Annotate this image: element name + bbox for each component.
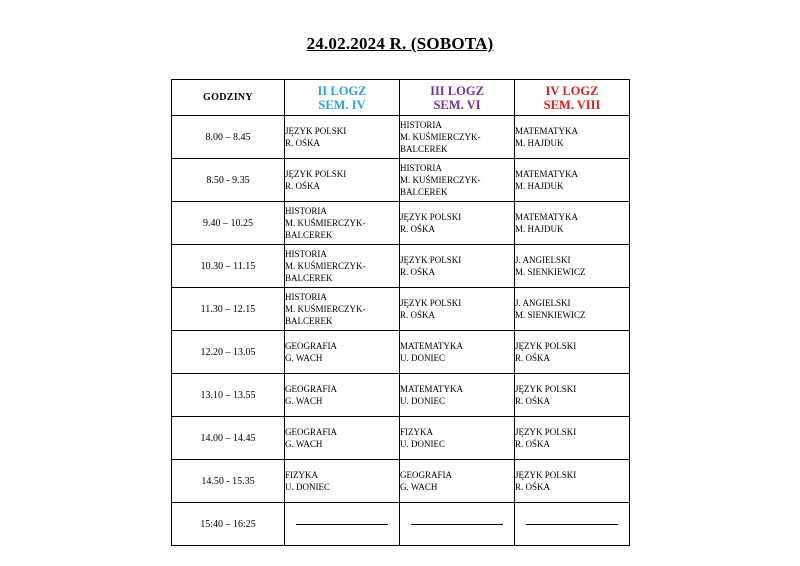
subject-name: GEOGRAFIA — [285, 427, 338, 437]
group-semester: SEM. VI — [433, 97, 481, 112]
empty-lesson-cell — [400, 503, 515, 546]
group-name: IV LOGZ — [545, 83, 599, 98]
group-header-iv-logz — [515, 80, 630, 116]
group-semester: SEM. VIII — [543, 97, 601, 112]
subject-name: JĘZYK POLSKI — [285, 126, 347, 136]
empty-lesson-cell — [515, 503, 630, 546]
time-slot: 14.00 – 14.45 — [172, 417, 285, 460]
subject-name: JĘZYK POLSKI — [285, 169, 347, 179]
table-row — [172, 374, 630, 417]
subject-name: HISTORIA — [285, 206, 327, 216]
table-row — [172, 417, 630, 460]
teacher-name: BALCEREK — [400, 187, 448, 197]
time-slot: 11.30 – 12.15 — [172, 288, 285, 331]
teacher-name: R. OŚKA — [285, 181, 321, 191]
lesson-cell — [515, 417, 630, 460]
lesson-cell — [515, 159, 630, 202]
subject-name: MATEMATYKA — [515, 126, 578, 136]
subject-name: MATEMATYKA — [515, 212, 578, 222]
teacher-name: BALCEREK — [285, 230, 333, 240]
schedule-body — [172, 116, 630, 546]
lesson-cell — [400, 460, 515, 503]
lesson-cell — [285, 245, 400, 288]
empty-lesson-cell — [285, 503, 400, 546]
teacher-name: M. HAJDUK — [515, 181, 564, 191]
lesson-cell — [400, 374, 515, 417]
teacher-name: R. OŚKA — [285, 138, 321, 148]
lesson-cell — [285, 116, 400, 159]
time-slot: 10.30 – 11.15 — [172, 245, 285, 288]
teacher-name: G. WACH — [285, 353, 323, 363]
subject-name: JĘZYK POLSKI — [515, 384, 577, 394]
group-semester: SEM. IV — [318, 97, 366, 112]
subject-name: HISTORIA — [285, 249, 327, 259]
time-slot: 13.10 – 13.55 — [172, 374, 285, 417]
table-row — [172, 159, 630, 202]
lesson-cell — [400, 159, 515, 202]
schedule-table — [171, 79, 630, 546]
table-row — [172, 288, 630, 331]
table-row — [172, 460, 630, 503]
subject-name: GEOGRAFIA — [400, 470, 453, 480]
lesson-cell — [285, 202, 400, 245]
group-header-iii-logz — [400, 80, 515, 116]
lesson-cell — [285, 374, 400, 417]
teacher-name: BALCEREK — [400, 144, 448, 154]
table-row — [172, 245, 630, 288]
teacher-name: M. SIENKIEWICZ — [515, 310, 586, 320]
teacher-name: R. OŚKA — [400, 267, 436, 277]
group-header-ii-logz — [285, 80, 400, 116]
lesson-cell — [285, 159, 400, 202]
empty-dash-line — [526, 524, 618, 525]
table-row — [172, 331, 630, 374]
teacher-name: BALCEREK — [285, 316, 333, 326]
teacher-name: R. OŚKA — [515, 396, 551, 406]
lesson-cell — [400, 116, 515, 159]
teacher-name: R. OŚKA — [515, 439, 551, 449]
time-slot: 14.50 - 15.35 — [172, 460, 285, 503]
subject-name: FIZYKA — [285, 470, 318, 480]
subject-name: FIZYKA — [400, 427, 433, 437]
subject-name: MATEMATYKA — [515, 169, 578, 179]
time-slot: 15:40 – 16:25 — [172, 503, 285, 546]
teacher-name: G. WACH — [285, 396, 323, 406]
lesson-cell — [285, 417, 400, 460]
lesson-cell — [515, 116, 630, 159]
teacher-name: M. KUŚMIERCZYK- — [285, 218, 366, 228]
time-slot: 8.00 – 8.45 — [172, 116, 285, 159]
lesson-cell — [400, 417, 515, 460]
lesson-cell — [285, 460, 400, 503]
time-slot: 12.20 – 13.05 — [172, 331, 285, 374]
teacher-name: U. DONIEC — [285, 482, 330, 492]
teacher-name: R. OŚKA — [515, 482, 551, 492]
subject-name: HISTORIA — [400, 120, 442, 130]
teacher-name: M. KUŚMIERCZYK- — [400, 175, 481, 185]
subject-name: JĘZYK POLSKI — [515, 427, 577, 437]
subject-name: J. ANGIELSKI — [515, 255, 571, 265]
lesson-cell — [515, 288, 630, 331]
table-row — [172, 116, 630, 159]
table-row — [172, 202, 630, 245]
subject-name: GEOGRAFIA — [285, 341, 338, 351]
lesson-cell — [515, 374, 630, 417]
teacher-name: M. HAJDUK — [515, 224, 564, 234]
empty-dash-line — [296, 524, 388, 525]
subject-name: HISTORIA — [285, 292, 327, 302]
page-title: 24.02.2024 R. (SOBOTA) — [306, 34, 494, 53]
lesson-cell — [400, 202, 515, 245]
teacher-name: G. WACH — [400, 482, 438, 492]
teacher-name: U. DONIEC — [400, 396, 445, 406]
teacher-name: U. DONIEC — [400, 439, 445, 449]
subject-name: HISTORIA — [400, 163, 442, 173]
teacher-name: M. HAJDUK — [515, 138, 564, 148]
lesson-cell — [285, 288, 400, 331]
lesson-cell — [515, 460, 630, 503]
group-name: III LOGZ — [430, 83, 484, 98]
lesson-cell — [515, 245, 630, 288]
subject-name: JĘZYK POLSKI — [515, 470, 577, 480]
subject-name: J. ANGIELSKI — [515, 298, 571, 308]
teacher-name: R. OŚKA — [400, 310, 436, 320]
subject-name: JĘZYK POLSKI — [515, 341, 577, 351]
lesson-cell — [285, 331, 400, 374]
teacher-name: R. OŚKA — [515, 353, 551, 363]
time-column-header: GODZINY — [172, 80, 285, 116]
lesson-cell — [400, 245, 515, 288]
lesson-cell — [400, 288, 515, 331]
teacher-name: M. KUŚMIERCZYK- — [285, 304, 366, 314]
table-row — [172, 503, 630, 546]
lesson-cell — [400, 331, 515, 374]
subject-name: JĘZYK POLSKI — [400, 298, 462, 308]
empty-dash-line — [411, 524, 503, 525]
subject-name: MATEMATYKA — [400, 384, 463, 394]
teacher-name: U. DONIEC — [400, 353, 445, 363]
teacher-name: M. SIENKIEWICZ — [515, 267, 586, 277]
lesson-cell — [515, 331, 630, 374]
subject-name: MATEMATYKA — [400, 341, 463, 351]
subject-name: GEOGRAFIA — [285, 384, 338, 394]
group-name: II LOGZ — [317, 83, 367, 98]
teacher-name: R. OŚKA — [400, 224, 436, 234]
subject-name: JĘZYK POLSKI — [400, 212, 462, 222]
lesson-cell — [515, 202, 630, 245]
teacher-name: BALCEREK — [285, 273, 333, 283]
teacher-name: M. KUŚMIERCZYK- — [285, 261, 366, 271]
header-row — [172, 80, 630, 116]
time-slot: 9.40 – 10.25 — [172, 202, 285, 245]
time-slot: 8.50 - 9.35 — [172, 159, 285, 202]
teacher-name: M. KUŚMIERCZYK- — [400, 132, 481, 142]
subject-name: JĘZYK POLSKI — [400, 255, 462, 265]
teacher-name: G. WACH — [285, 439, 323, 449]
